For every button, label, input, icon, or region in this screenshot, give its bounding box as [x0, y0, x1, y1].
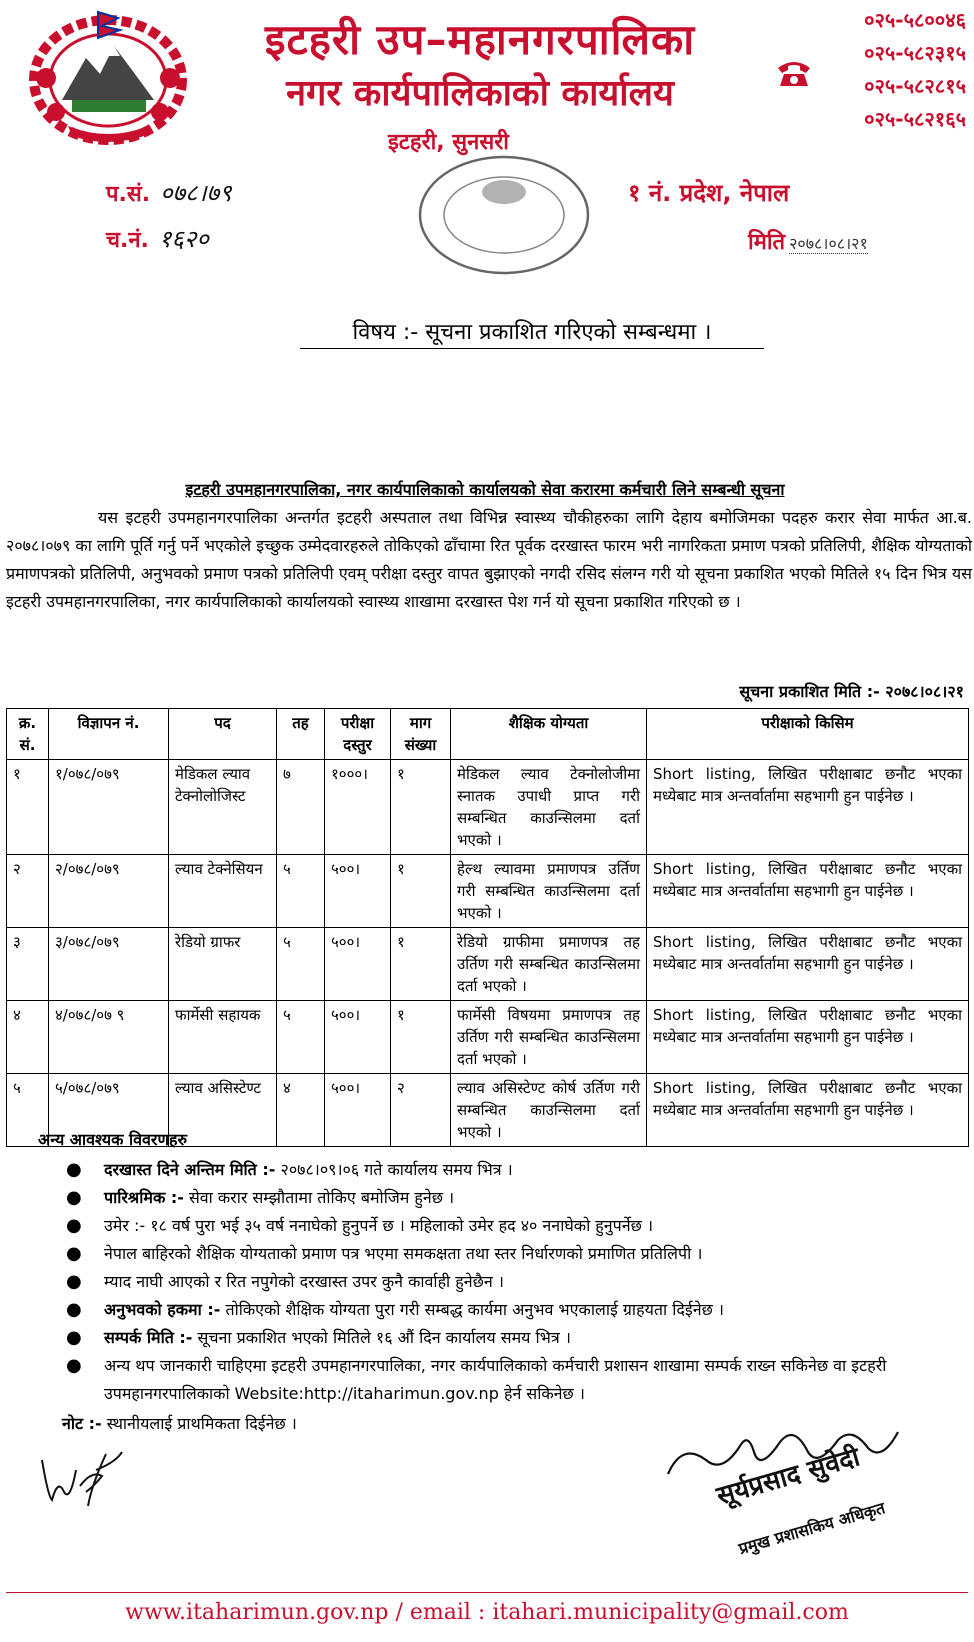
table-cell: ४: [277, 1074, 325, 1147]
table-cell: मेडिकल ल्याव टेक्नोलोजिस्ट: [169, 760, 277, 855]
table-row: [7, 760, 969, 855]
dispatch-label: च.नं.: [106, 228, 149, 253]
table-cell: फार्मेसी सहायक: [169, 1001, 277, 1074]
table-cell: ३: [7, 928, 49, 1001]
column-header: परीक्षाको किसिम: [647, 709, 969, 760]
initials-signature-icon: [36, 1440, 126, 1510]
notice-title: इटहरी उपमहानगरपालिका, नगर कार्यपालिकाको कार्यालयको सेवा करारमा कर्मचारी लिने सम्बन्धी सूचना: [185, 480, 785, 499]
bullet-icon: ●: [66, 1327, 82, 1348]
item-text: अन्य थप जानकारी चाहिएमा इटहरी उपमहानगरपालिका, नगर कार्यपालिकाको कर्मचारी प्रशासन शाखामा सम्पर्क राख्न सकिनेछ वा इटहरी उपमहानगरपालिकाको Website:http://itaharimun.gov.np हेर्न सकिनेछ ।: [104, 1356, 887, 1403]
item-text: उमेर :- १८ वर्ष पुरा भई ३५ वर्ष ननाघेको हुनुपर्ने छ । महिलाको उमेर हद ४० ननाघेको हुनुपर्नेछ ।: [104, 1216, 654, 1235]
column-header: शैक्षिक योग्यता: [451, 709, 647, 760]
table-cell: Short listing, लिखित परीक्षाबाट छनौट भएका मध्येबाट मात्र अन्तर्वार्तामा सहभागी हुन पाईनेछ ।: [647, 1074, 969, 1147]
table-cell: ३/०७८/०७९: [49, 928, 169, 1001]
column-header: विज्ञापन नं.: [49, 709, 169, 760]
phone-number: ०२५-५८२१६५: [864, 107, 966, 131]
bullet-icon: ●: [66, 1271, 82, 1292]
table-cell: मेडिकल ल्याव टेक्नोलोजीमा स्नातक उपाधी प्राप्त गरी सम्बन्धित काउन्सिलमा दर्ता भएको ।: [451, 760, 647, 855]
province-text: १ नं. प्रदेश, नेपाल: [628, 179, 790, 207]
table-cell: हेल्थ ल्यावमा प्रमाणपत्र उर्तिण गरी सम्बन्धित काउन्सिलमा दर्ता भएको ।: [451, 855, 647, 928]
date-value: २०७८।०८।२१: [789, 234, 868, 253]
item-text: सूचना प्रकाशित भएको मितिले १६ औं दिन कार्यालय समय भित्र ।: [192, 1328, 571, 1347]
table-cell: १: [391, 1001, 451, 1074]
dispatch-number: [106, 222, 209, 255]
table-cell: ५००।: [325, 1074, 391, 1147]
table-cell: फार्मेसी विषयमा प्रमाणपत्र तह उर्तिण गरी सम्बन्धित काउन्सिलमा दर्ता भएको ।: [451, 1001, 647, 1074]
bullet-icon: ●: [66, 1299, 82, 1320]
signer-name: सूर्यप्रसाद सुवेदी: [713, 1442, 864, 1512]
details-heading: अन्य आवश्यक विवरणहरु: [38, 1130, 188, 1149]
table-cell: रेडियो ग्राफर: [169, 928, 277, 1001]
phone-number: ०२५-५८२८१५: [864, 74, 966, 98]
details-list: [6, 1156, 968, 1408]
telephone-icon: [776, 56, 812, 88]
item-label: अनुभवको हकमा :-: [104, 1300, 221, 1319]
item-text: तोकिएको शैक्षिक योग्यता पुरा गरी सम्बद्ध कार्यमा अनुभव भएकालाई ग्राहयता दिईनेछ ।: [220, 1300, 724, 1319]
table-cell: ल्याव टेक्नेसियन: [169, 855, 277, 928]
table-cell: ५: [277, 855, 325, 928]
bullet-icon: ●: [66, 1187, 82, 1208]
table-cell: ल्याव असिस्टेण्ट: [169, 1074, 277, 1147]
note-text: स्थानीयलाई प्राथमिकता दिईनेछ ।: [101, 1414, 297, 1433]
footer-contact: www.itaharimun.gov.np / email : itahari.municipality@gmail.com: [125, 1600, 849, 1625]
table-cell: १/०७८/०७९: [49, 760, 169, 855]
table-row: [7, 855, 969, 928]
bullet-icon: ●: [66, 1215, 82, 1236]
table-cell: २/०७८/०७९: [49, 855, 169, 928]
table-cell: ५००।: [325, 1001, 391, 1074]
letter-date: [748, 226, 868, 256]
list-item: [6, 1184, 968, 1212]
column-header: परीक्षा दस्तुर: [325, 709, 391, 760]
list-item: [6, 1156, 968, 1184]
table-cell: ४/०७८/०७ ९: [49, 1001, 169, 1074]
table-cell: ५/०७८/०७९: [49, 1074, 169, 1147]
phone-number: ०२५-५८००४६: [864, 8, 966, 32]
table-cell: ४: [7, 1001, 49, 1074]
table-cell: २: [7, 855, 49, 928]
item-label: दरखास्त दिने अन्तिम मिति :-: [104, 1160, 276, 1179]
table-cell: ५: [277, 928, 325, 1001]
list-item: [6, 1240, 968, 1268]
vacancy-table: [6, 708, 969, 1147]
org-name: इटहरी उप–महानगरपालिका: [264, 15, 696, 64]
table-cell: ५००।: [325, 928, 391, 1001]
column-header: तह: [277, 709, 325, 760]
list-item: [6, 1268, 968, 1296]
item-label: पारिश्रमिक :-: [104, 1188, 184, 1207]
signer-title: प्रमुख प्रशासकिय अधिकृत: [736, 1498, 888, 1559]
table-cell: १: [391, 855, 451, 928]
table-cell: Short listing, लिखित परीक्षाबाट छनौट भएका मध्येबाट मात्र अन्तर्वार्तामा सहभागी हुन पाईनेछ ।: [647, 928, 969, 1001]
bullet-icon: ●: [66, 1159, 82, 1180]
publication-date: सूचना प्रकाशित मिति :- २०७८।०८।२१: [739, 682, 964, 701]
table-cell: ५: [277, 1001, 325, 1074]
column-header: माग संख्या: [391, 709, 451, 760]
table-row: [7, 1001, 969, 1074]
table-cell: ल्याव असिस्टेण्ट कोर्ष उर्तिण गरी सम्बन्धित काउन्सिलमा दर्ता भएको ।: [451, 1074, 647, 1147]
phone-list: [826, 4, 966, 136]
table-cell: १: [391, 928, 451, 1001]
table-header-row: [7, 709, 969, 760]
list-item: [6, 1324, 968, 1352]
nepal-emblem-icon: [28, 8, 188, 148]
notice-body: यस इटहरी उपमहानगरपालिका अन्तर्गत इटहरी अस्पताल तथा विभिन्न स्वास्थ्य चौकीहरुका लागि देहाय बमोजिमका पदहरु करार सेवा मार्फत आ.ब. २०७८।०७९ का लागि पूर्ति गर्नु पर्ने भएकोले इच्छुक उम्मेदवारहरुले तोकिएको ढाँचामा रित पूर्वक दरखास्त फारम भरी नागरिकता प्रमाण पत्रको प्रतिलिपी, शैक्षिक योग्यताको प्रमाणपत्रको प्रतिलिपी, अनुभवको प्रमाण पत्रको प्रतिलिपी एवम् परीक्षा दस्तुर वापत बुझाएको नगदी रसिद संलग्न गरी यो सूचना प्रकाशित भएको मितिले १५ दिन भित्र यस इटहरी उपमहानगरपालिका, नगर कार्यपालिकाको कार्यालयको स्वास्थ्य शाखामा दरखास्त पेश गर्न यो सूचना प्रकाशित गरिएको छ ।: [6, 508, 972, 611]
table-cell: Short listing, लिखित परीक्षाबाट छनौट भएका मध्येबाट मात्र अन्तर्वार्तामा सहभागी हुन पाईनेछ ।: [647, 1001, 969, 1074]
table-row: [7, 928, 969, 1001]
table-cell: १: [7, 760, 49, 855]
phone-number: ०२५-५८२३१५: [864, 41, 966, 65]
table-cell: ७: [277, 760, 325, 855]
table-cell: १: [391, 760, 451, 855]
note: [62, 1412, 297, 1434]
item-text: सेवा करार सम्झौतामा तोकिए बमोजिम हुनेछ ।: [183, 1188, 455, 1207]
subject-line: विषय :- सूचना प्रकाशित गरिएको सम्बन्धमा ।: [300, 316, 764, 349]
table-cell: Short listing, लिखित परीक्षाबाट छनौट भएका मध्येबाट मात्र अन्तर्वार्तामा सहभागी हुन पाईनेछ ।: [647, 855, 969, 928]
table-cell: रेडियो ग्राफीमा प्रमाणपत्र तह उर्तिण गरी सम्बन्धित काउन्सिलमा दर्ता भएको ।: [451, 928, 647, 1001]
item-text: नेपाल बाहिरको शैक्षिक योग्यताको प्रमाण पत्र भएमा समकक्षता तथा स्तर निर्धारणको प्रमाणित प्रतिलिपी ।: [104, 1244, 703, 1263]
table-cell: ५: [7, 1074, 49, 1147]
table-cell: ५००।: [325, 855, 391, 928]
bullet-icon: ●: [66, 1243, 82, 1264]
table-cell: १०००।: [325, 760, 391, 855]
table-cell: २: [391, 1074, 451, 1147]
date-label: मिति: [748, 230, 786, 255]
table-cell: Short listing, लिखित परीक्षाबाट छनौट भएका मध्येबाट मात्र अन्तर्वार्तामा सहभागी हुन पाईनेछ ।: [647, 760, 969, 855]
note-label: नोट :-: [62, 1414, 102, 1433]
list-item: [6, 1296, 968, 1324]
office-place: इटहरी, सुनसरी: [388, 130, 509, 155]
list-item: [6, 1352, 968, 1408]
office-stamp-icon: [414, 150, 594, 280]
list-item: [6, 1212, 968, 1240]
item-label: सम्पर्क मिति :-: [104, 1328, 193, 1347]
reference-label: प.सं.: [106, 182, 151, 207]
office-name: नगर कार्यपालिकाको कार्यालय: [286, 73, 674, 114]
dispatch-value: १६२०: [158, 225, 209, 253]
column-header: क्र. सं.: [7, 709, 49, 760]
item-text: म्याद नाघी आएको र रित नपुगेको दरखास्त उपर कुनै कार्वाही हुनेछैन ।: [104, 1272, 504, 1291]
column-header: पद: [169, 709, 277, 760]
footer-divider: [6, 1592, 968, 1593]
reference-number: [106, 176, 232, 209]
item-text: २०७८।०९।०६ गते कार्यालय समय भित्र ।: [275, 1160, 513, 1179]
bullet-icon: ●: [66, 1355, 82, 1376]
reference-value: ०७८।७९: [160, 179, 232, 207]
